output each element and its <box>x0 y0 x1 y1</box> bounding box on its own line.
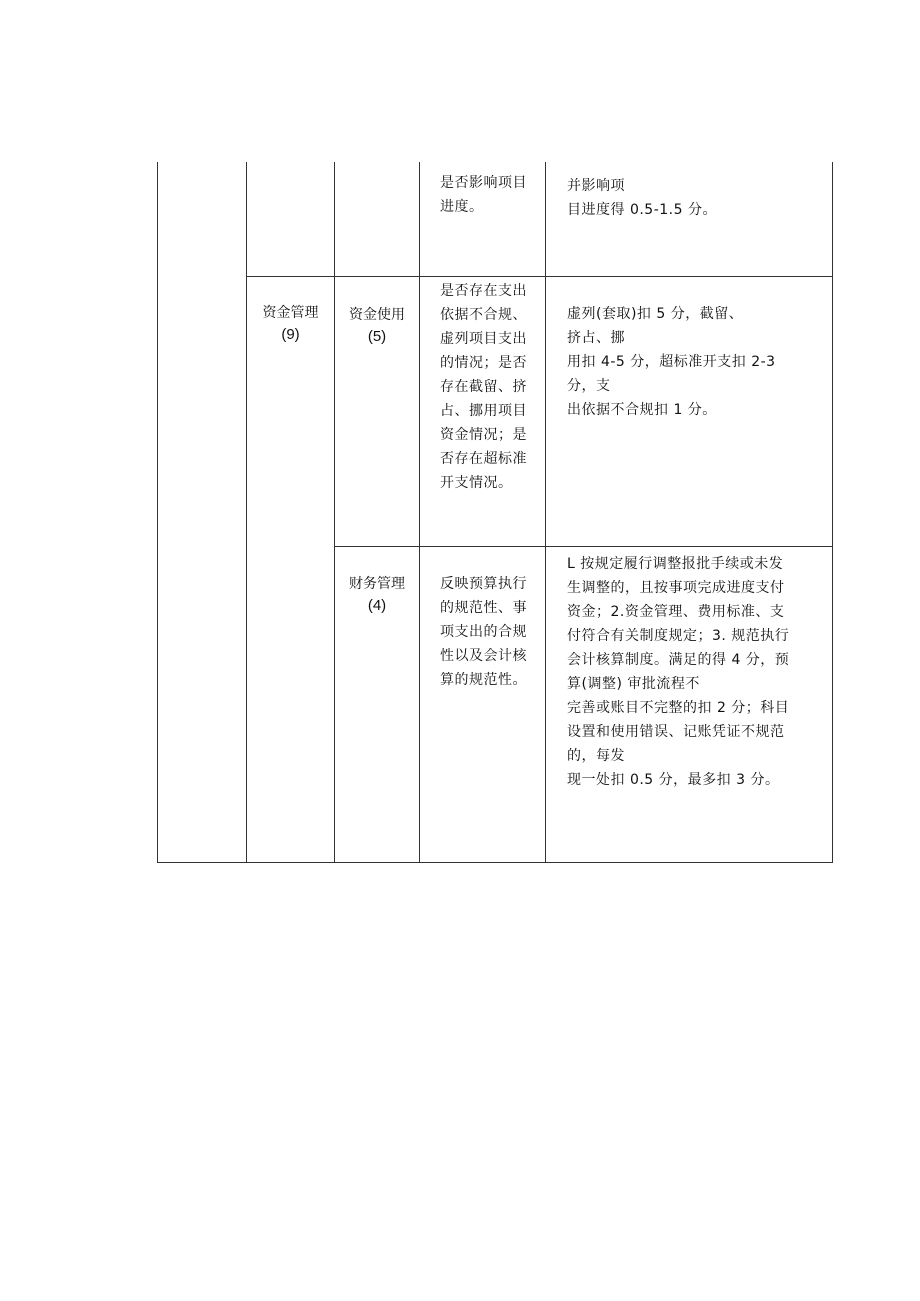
table-border-right <box>832 162 833 863</box>
indicator-l2-score: (9) <box>281 326 300 343</box>
row-2-criteria: 虚列(套取)扣 5 分，截留、 挤占、挪 用扣 4-5 分，超标准开支扣 2-3 分，支 出依据不合规扣 1 分。 <box>567 306 776 418</box>
table-border-left <box>157 162 158 863</box>
column-divider-1 <box>246 162 247 863</box>
row-2-description: 是否存在支出 依据不合规、 虚列项目支出 的情况；是否 存在截留、挤 占、挪用项目 资金情况；是 否存在超标准 开支情况。 <box>440 283 527 491</box>
indicator-l3-score: (4) <box>367 597 387 614</box>
indicator-l3-label: 资金使用 <box>349 307 405 323</box>
indicator-l3-score: (5) <box>367 328 387 345</box>
indicator-l3-financial-management <box>335 573 419 617</box>
column-divider-3 <box>419 162 420 863</box>
column-divider-2 <box>334 162 335 863</box>
indicator-l3-label: 财务管理 <box>349 576 405 592</box>
row-divider-1 <box>246 276 833 277</box>
table-border-bottom <box>157 862 833 863</box>
indicator-l2-label: 资金管理 <box>262 305 319 321</box>
row-1-criteria: 并影响项 目进度得 0.5-1.5 分。 <box>567 178 717 218</box>
row-3-description: 反映预算执行 的规范性、事 项支出的合规 性以及会计核 算的规范性。 <box>440 576 527 688</box>
column-divider-4 <box>545 162 546 863</box>
row-1-description: 是否影响项目 进度。 <box>440 175 527 215</box>
row-divider-2 <box>334 546 833 547</box>
row-3-criteria: L 按规定履行调整报批手续或未发 生调整的，且按事项完成进度支付 资金；2.资金管理、费用标准、支 付符合有关制度规定；3. 规范执行 会计核算制度。满足的得 4 分，预 算(调整) 审批流程不 完善或账目不完整的扣 2 分；科目 设置和使用错误、记账凭证不规范 的，每发 现一处扣 0.5 分，最多扣 3 分。 <box>567 556 790 788</box>
indicator-l3-fund-usage <box>335 304 419 348</box>
indicator-l2-fund-management <box>247 302 334 346</box>
